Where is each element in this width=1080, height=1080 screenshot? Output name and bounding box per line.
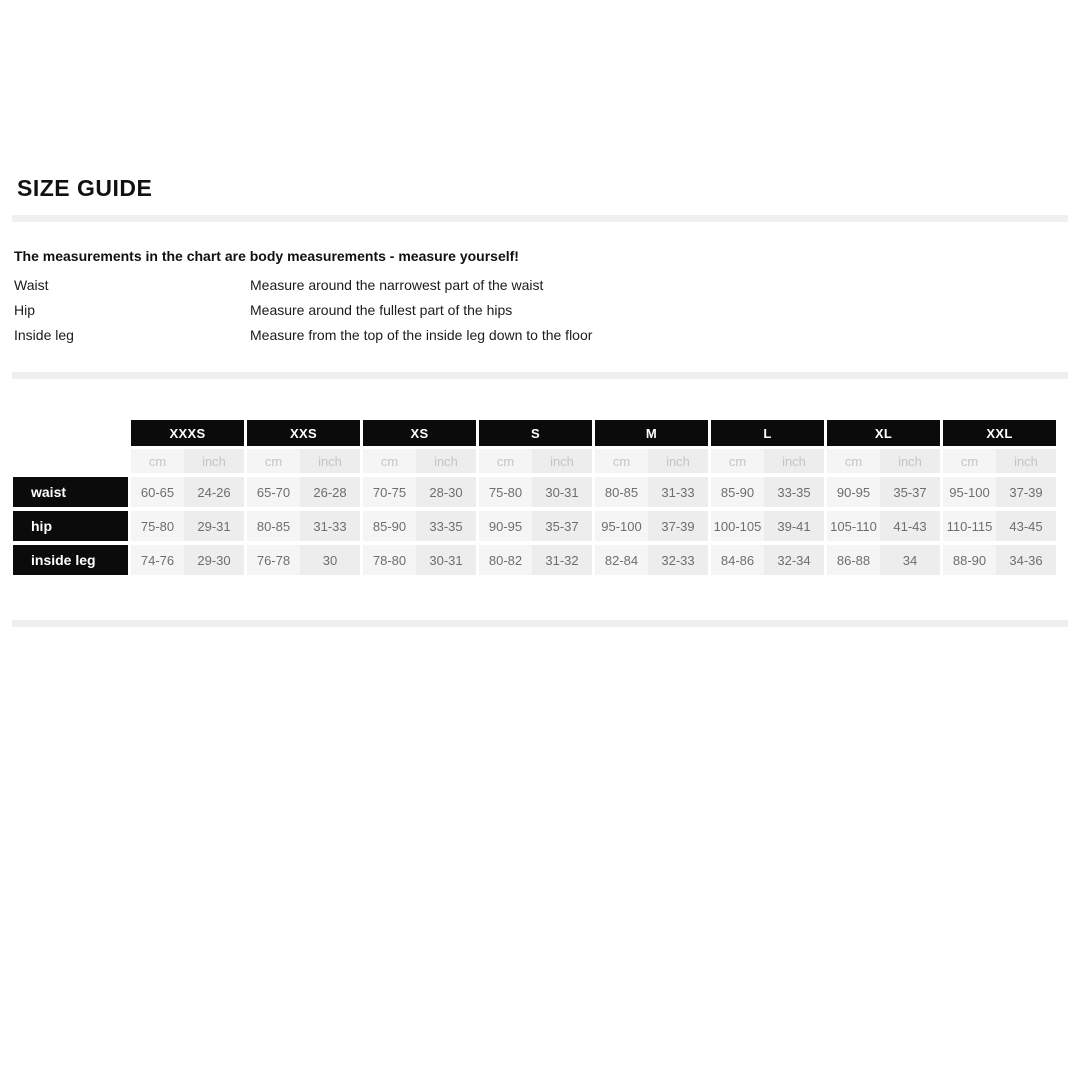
value-group — [479, 477, 592, 507]
cm-value-cell: 100-105 — [711, 511, 764, 541]
unit-header-cm: cm — [943, 449, 996, 473]
cm-value-cell: 95-100 — [595, 511, 648, 541]
unit-header-cm: cm — [595, 449, 648, 473]
inch-value-cell: 32-34 — [764, 545, 824, 575]
cm-value-cell: 65-70 — [247, 477, 300, 507]
cm-value-cell: 60-65 — [131, 477, 184, 507]
cm-value-cell: 84-86 — [711, 545, 764, 575]
unit-header-inch: inch — [764, 449, 824, 473]
inch-value-cell: 24-26 — [184, 477, 244, 507]
value-group — [827, 477, 940, 507]
inch-value-cell: 37-39 — [648, 511, 708, 541]
definition-term: Inside leg — [14, 327, 74, 343]
value-group — [247, 477, 360, 507]
inch-value-cell: 39-41 — [764, 511, 824, 541]
unit-header-group — [131, 449, 244, 473]
definition-list — [14, 277, 914, 344]
value-group — [595, 477, 708, 507]
value-group — [363, 511, 476, 541]
value-group — [595, 511, 708, 541]
row-label: inside leg — [13, 545, 128, 575]
cm-value-cell: 76-78 — [247, 545, 300, 575]
value-group — [827, 545, 940, 575]
size-column-header: M — [595, 420, 708, 446]
size-column-header: XL — [827, 420, 940, 446]
definition-description: Measure around the narrowest part of the waist — [250, 277, 544, 293]
value-group — [479, 545, 592, 575]
cm-value-cell: 74-76 — [131, 545, 184, 575]
value-group — [595, 545, 708, 575]
cm-value-cell: 85-90 — [363, 511, 416, 541]
cm-value-cell: 90-95 — [479, 511, 532, 541]
unit-header-group — [595, 449, 708, 473]
unit-header-group — [943, 449, 1056, 473]
cm-value-cell: 78-80 — [363, 545, 416, 575]
cm-value-cell: 75-80 — [131, 511, 184, 541]
inch-value-cell: 33-35 — [764, 477, 824, 507]
cm-value-cell: 80-85 — [247, 511, 300, 541]
cm-value-cell: 90-95 — [827, 477, 880, 507]
definition-row — [14, 327, 914, 344]
cm-value-cell: 95-100 — [943, 477, 996, 507]
value-group — [479, 511, 592, 541]
inch-value-cell: 30 — [300, 545, 360, 575]
inch-value-cell: 30-31 — [532, 477, 592, 507]
unit-header-inch: inch — [532, 449, 592, 473]
page-title: SIZE GUIDE — [17, 175, 153, 201]
cm-value-cell: 88-90 — [943, 545, 996, 575]
divider — [12, 620, 1068, 627]
cm-value-cell: 105-110 — [827, 511, 880, 541]
unit-header-cm: cm — [711, 449, 764, 473]
value-group — [943, 545, 1056, 575]
value-group — [247, 511, 360, 541]
cm-value-cell: 82-84 — [595, 545, 648, 575]
value-group — [943, 477, 1056, 507]
unit-header-row — [13, 449, 1056, 473]
value-group — [711, 545, 824, 575]
size-column-header: XS — [363, 420, 476, 446]
measurement-instructions — [14, 247, 914, 352]
definition-description: Measure around the fullest part of the hips — [250, 302, 513, 318]
value-group — [131, 545, 244, 575]
inch-value-cell: 34 — [880, 545, 940, 575]
value-group — [363, 545, 476, 575]
definition-term: Hip — [14, 302, 36, 318]
table-row — [13, 511, 1056, 541]
inch-value-cell: 28-30 — [416, 477, 476, 507]
value-group — [827, 511, 940, 541]
value-group — [711, 477, 824, 507]
size-column-header: XXS — [247, 420, 360, 446]
unit-header-cm: cm — [247, 449, 300, 473]
cm-value-cell: 80-85 — [595, 477, 648, 507]
row-label: hip — [13, 511, 128, 541]
size-column-header: XXXS — [131, 420, 244, 446]
value-group — [363, 477, 476, 507]
size-column-header: L — [711, 420, 824, 446]
table-row — [13, 477, 1056, 507]
instructions-heading: The measurements in the chart are body measurements - measure yourself! — [14, 248, 519, 264]
inch-value-cell: 29-30 — [184, 545, 244, 575]
unit-header-group — [363, 449, 476, 473]
definition-row — [14, 277, 914, 294]
unit-header-inch: inch — [416, 449, 476, 473]
inch-value-cell: 30-31 — [416, 545, 476, 575]
cm-value-cell: 75-80 — [479, 477, 532, 507]
unit-header-inch: inch — [996, 449, 1056, 473]
inch-value-cell: 29-31 — [184, 511, 244, 541]
cm-value-cell: 70-75 — [363, 477, 416, 507]
cm-value-cell: 86-88 — [827, 545, 880, 575]
table-row — [13, 545, 1056, 575]
divider — [12, 215, 1068, 222]
inch-value-cell: 37-39 — [996, 477, 1056, 507]
cm-value-cell: 80-82 — [479, 545, 532, 575]
unit-header-inch: inch — [880, 449, 940, 473]
inch-value-cell: 43-45 — [996, 511, 1056, 541]
unit-header-cm: cm — [827, 449, 880, 473]
unit-header-cm: cm — [363, 449, 416, 473]
inch-value-cell: 31-33 — [648, 477, 708, 507]
unit-header-inch: inch — [648, 449, 708, 473]
value-group — [131, 477, 244, 507]
definition-term: Waist — [14, 277, 49, 293]
unit-header-group — [247, 449, 360, 473]
unit-header-inch: inch — [300, 449, 360, 473]
value-group — [247, 545, 360, 575]
unit-header-group — [711, 449, 824, 473]
unit-header-group — [827, 449, 940, 473]
inch-value-cell: 35-37 — [532, 511, 592, 541]
size-table — [13, 420, 1056, 579]
size-column-header: S — [479, 420, 592, 446]
definition-description: Measure from the top of the inside leg down to the floor — [250, 327, 593, 343]
inch-value-cell: 41-43 — [880, 511, 940, 541]
size-header-row — [13, 420, 1056, 446]
unit-header-cm: cm — [131, 449, 184, 473]
inch-value-cell: 32-33 — [648, 545, 708, 575]
unit-header-group — [479, 449, 592, 473]
value-group — [943, 511, 1056, 541]
cm-value-cell: 85-90 — [711, 477, 764, 507]
header-spacer — [13, 420, 128, 446]
cm-value-cell: 110-115 — [943, 511, 996, 541]
divider — [12, 372, 1068, 379]
inch-value-cell: 33-35 — [416, 511, 476, 541]
header-spacer — [13, 449, 128, 473]
size-column-header: XXL — [943, 420, 1056, 446]
row-label: waist — [13, 477, 128, 507]
definition-row — [14, 302, 914, 319]
inch-value-cell: 31-33 — [300, 511, 360, 541]
inch-value-cell: 35-37 — [880, 477, 940, 507]
value-group — [711, 511, 824, 541]
unit-header-inch: inch — [184, 449, 244, 473]
unit-header-cm: cm — [479, 449, 532, 473]
inch-value-cell: 31-32 — [532, 545, 592, 575]
inch-value-cell: 26-28 — [300, 477, 360, 507]
inch-value-cell: 34-36 — [996, 545, 1056, 575]
value-group — [131, 511, 244, 541]
